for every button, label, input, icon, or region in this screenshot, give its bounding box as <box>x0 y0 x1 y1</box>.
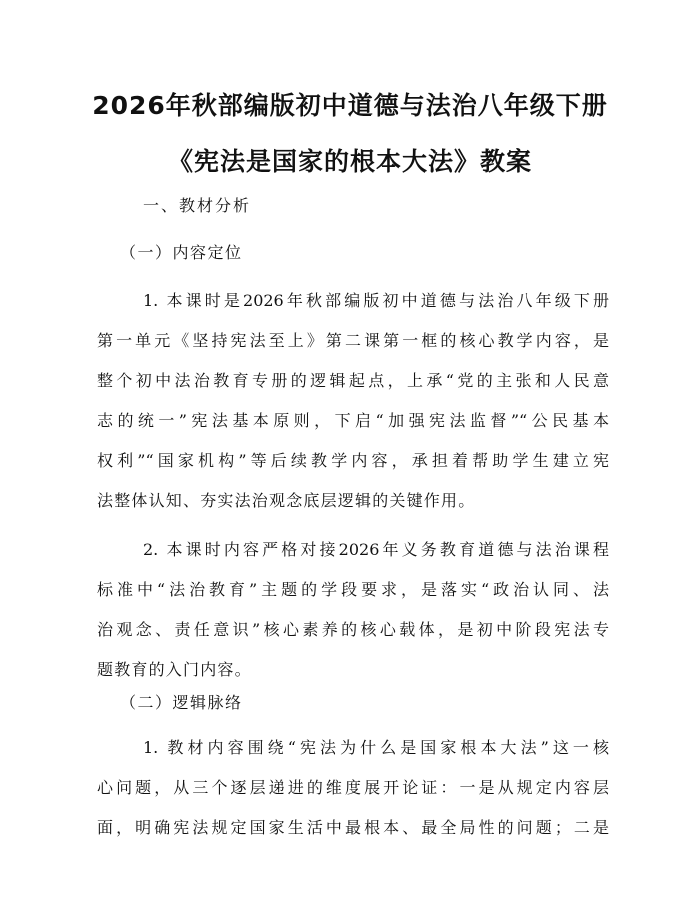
document-title-line-2: 《宪法是国家的根本大法》教案 <box>167 147 532 176</box>
paragraph-3-line-3: 面，明确宪法规定国家生活中最根本、最全局性的问题；二是 <box>97 818 609 837</box>
paragraph-3-line-2: 心问题，从三个逐层递进的维度展开论证：一是从规定内容层 <box>97 778 609 797</box>
paragraph-1-line-2: 第一单元《坚持宪法至上》第二课第一框的核心教学内容，是 <box>97 331 609 350</box>
paragraph-2-line-3: 治观念、责任意识”核心素养的核心载体，是初中阶段宪法专 <box>97 620 609 639</box>
paragraph-2-line-4: 题教育的入门内容。 <box>97 660 252 679</box>
paragraph-2-line-1: 2. 本课时内容严格对接2026年义务教育道德与法治课程 <box>143 540 609 559</box>
subsection-heading-logic-thread: （二）逻辑脉络 <box>120 693 243 712</box>
paragraph-1-line-6: 法整体认知、夯实法治观念底层逻辑的关键作用。 <box>97 491 476 510</box>
paragraph-3-line-1: 1. 教材内容围绕“宪法为什么是国家根本大法”这一核 <box>143 738 609 757</box>
paragraph-2-line-2: 标准中“法治教育”主题的学段要求，是落实“政治认同、法 <box>97 580 609 599</box>
section-heading-textbook-analysis: 一、教材分析 <box>143 196 252 215</box>
paragraph-1-line-3: 整个初中法治教育专册的逻辑起点，上承“党的主张和人民意 <box>97 371 609 390</box>
subsection-heading-content-positioning: （一）内容定位 <box>120 243 243 262</box>
paragraph-1-line-4: 志的统一”宪法基本原则，下启“加强宪法监督”“公民基本 <box>97 411 609 430</box>
paragraph-1-line-5: 权利”“国家机构”等后续教学内容，承担着帮助学生建立宪 <box>97 451 609 470</box>
document-title-line-1: 2026年秋部编版初中道德与法治八年级下册 <box>92 91 608 120</box>
paragraph-1-line-1: 1. 本课时是2026年秋部编版初中道德与法治八年级下册 <box>143 291 609 310</box>
